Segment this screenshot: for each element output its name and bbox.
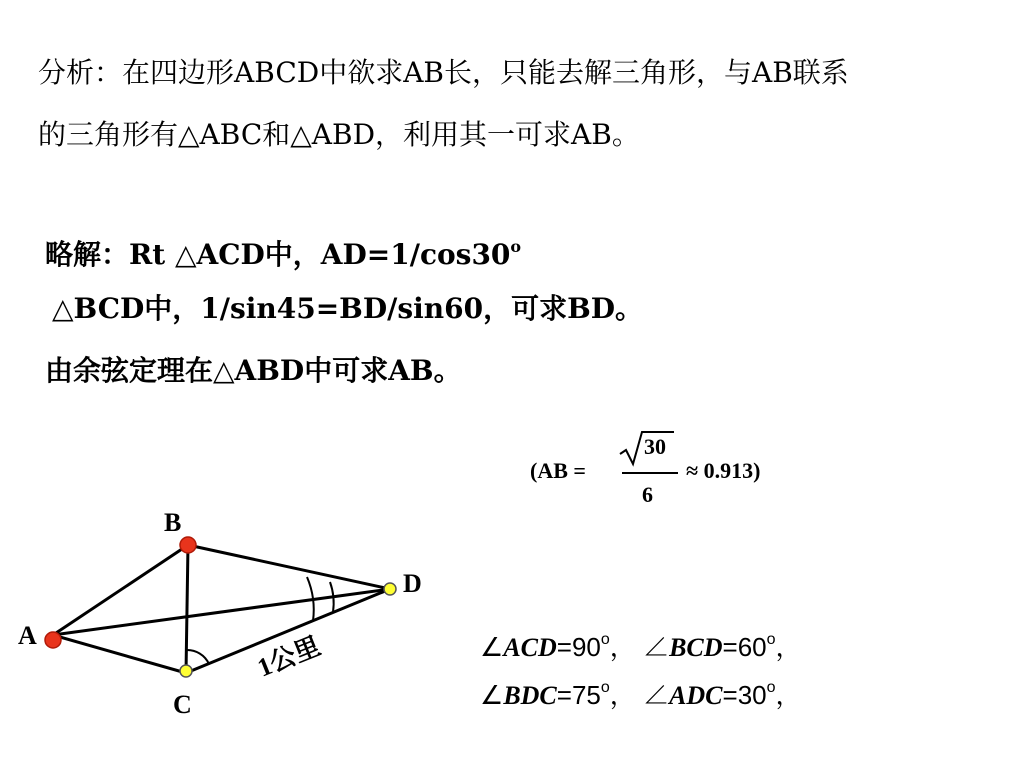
distance-label: 1公里	[253, 631, 325, 683]
degree-symbol: o	[600, 679, 610, 696]
degree-symbol: o	[510, 237, 522, 256]
angle-value: =30	[722, 680, 767, 710]
degree-symbol: o	[766, 631, 776, 648]
point-c	[180, 665, 192, 677]
formula-numerator: 30	[644, 434, 666, 459]
angle-name: BCD	[669, 633, 723, 662]
solution-line-3: 由余弦定理在△ABD中可求AB。	[45, 354, 462, 387]
solution-line-2: △BCD中，1/sin45=BD/sin60，可求BD。	[52, 292, 644, 325]
point-d	[384, 583, 396, 595]
angle-line-2	[480, 668, 802, 716]
angle-arc-c	[186, 650, 209, 664]
formula-denominator: 6	[642, 482, 653, 507]
angle-value: =60	[722, 632, 767, 662]
angle-line-1	[480, 620, 802, 668]
angle-name: ADC	[669, 681, 723, 710]
diagonal-bc	[186, 545, 188, 673]
degree-symbol: o	[766, 679, 776, 696]
label-d: D	[403, 569, 422, 598]
angle-values	[480, 620, 802, 716]
formula-lhs: (AB =	[530, 458, 586, 483]
degree-symbol: o	[600, 631, 610, 648]
formula-rhs: ≈ 0.913)	[686, 458, 761, 483]
angle-value: =90	[556, 632, 601, 662]
side-ca	[53, 635, 186, 673]
side-ab	[53, 545, 188, 635]
diagonal-ad	[53, 589, 390, 635]
solution-line-1-text: 略解：Rt △ACD中，AD=1/cos30	[45, 238, 511, 271]
angle-name: BDC	[503, 681, 557, 710]
point-b	[180, 537, 196, 553]
point-a	[45, 632, 61, 648]
separator: ，	[609, 632, 636, 662]
separator: ，	[775, 680, 802, 710]
angle-value: =75	[556, 680, 601, 710]
label-a: A	[18, 621, 37, 650]
label-b: B	[164, 508, 182, 537]
separator: ，	[609, 680, 636, 710]
side-bd	[188, 545, 390, 589]
analysis-line-1: 分析：在四边形ABCD中欲求AB长，只能去解三角形，与AB联系	[38, 56, 849, 89]
separator: ，	[775, 632, 802, 662]
analysis-line-2: 的三角形有△ABC和△ABD，利用其一可求AB。	[38, 118, 640, 151]
angle-icon: ∠	[480, 680, 504, 710]
angle-icon: ∠	[643, 680, 670, 710]
angle-icon: ∠	[480, 632, 504, 662]
label-c: C	[173, 690, 192, 719]
angle-icon: ∠	[643, 632, 670, 662]
angle-name: ACD	[503, 633, 557, 662]
